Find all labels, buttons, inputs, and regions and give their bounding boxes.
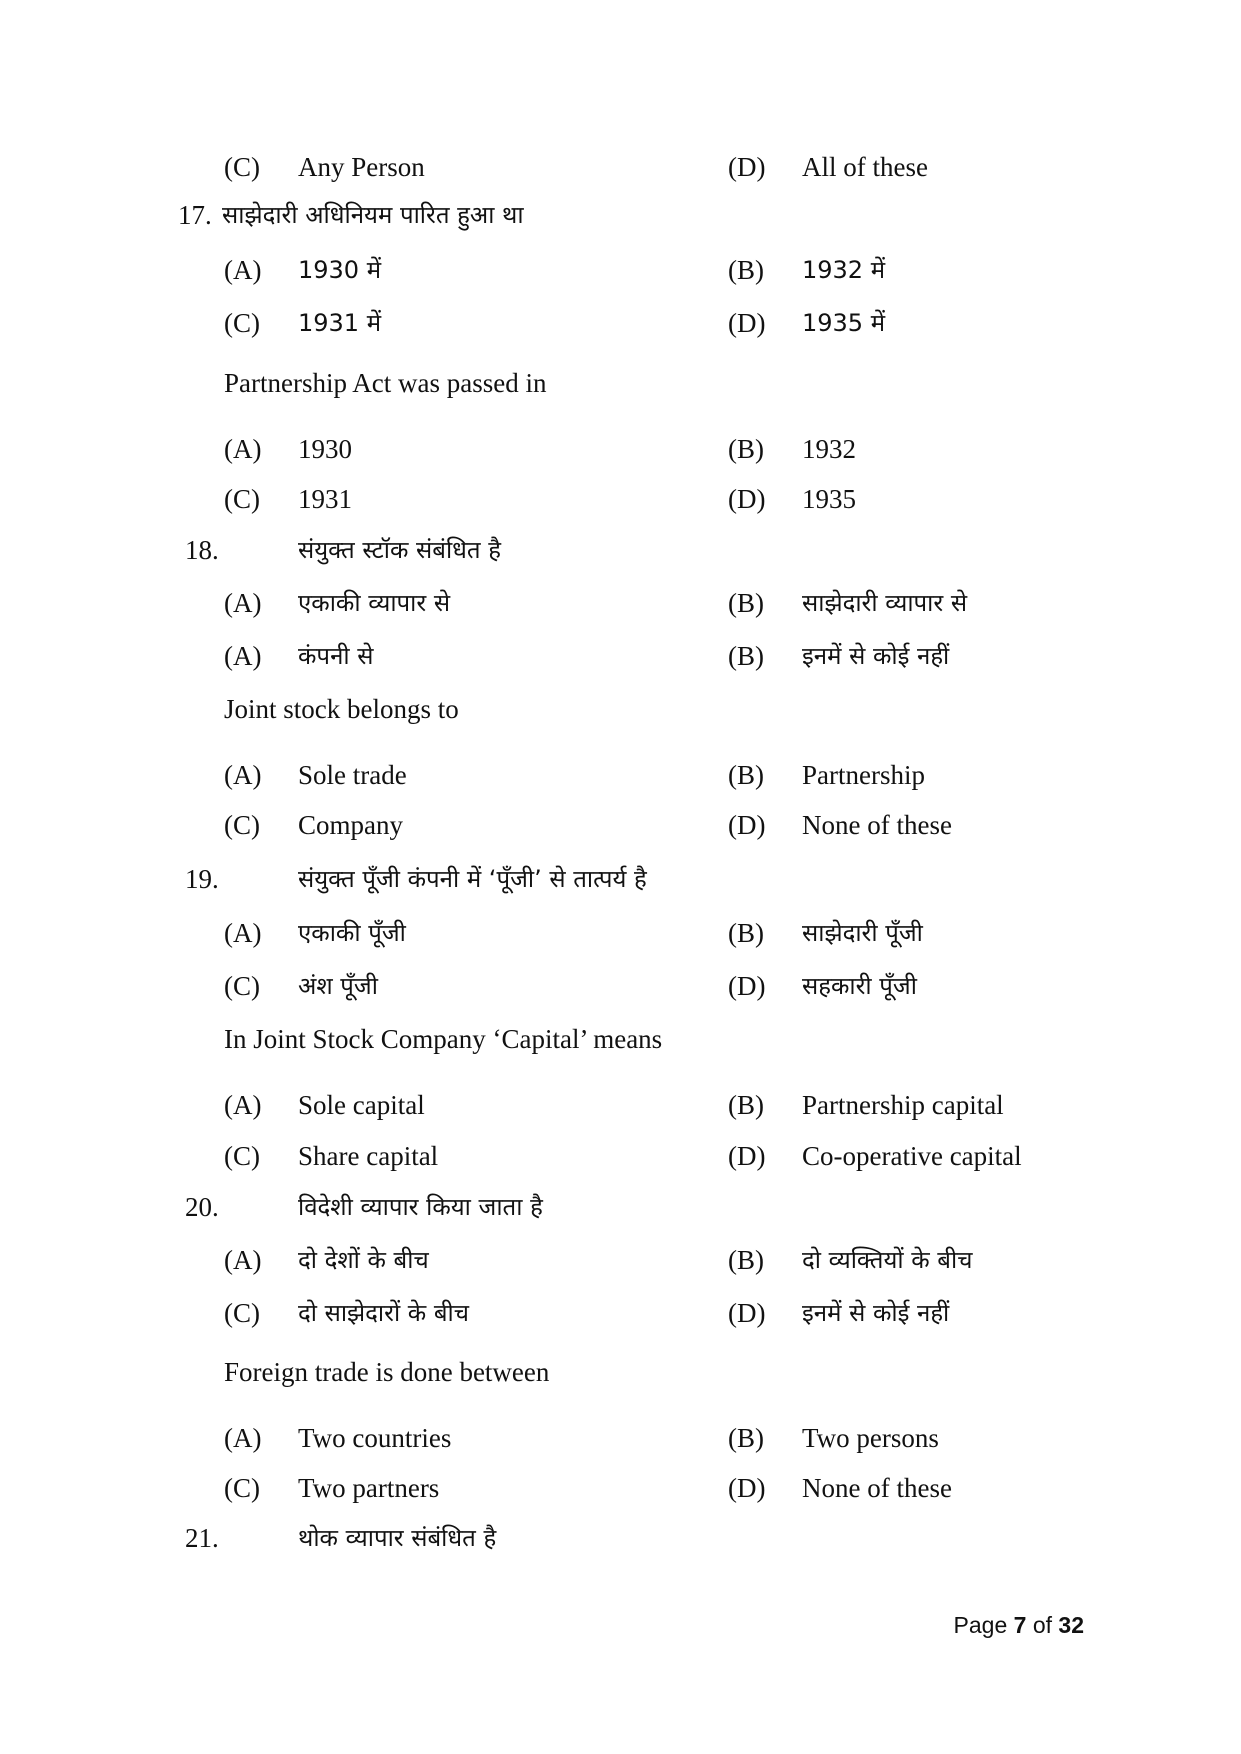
option-label: (D) (728, 971, 766, 1001)
option-text: 1931 (298, 484, 352, 514)
option-text: Company (298, 810, 403, 840)
option-label: (B) (728, 434, 764, 464)
option-text: 1931 में (298, 309, 382, 337)
option-text: Co-operative capital (802, 1141, 1022, 1171)
option-label: (A) (224, 641, 262, 671)
question-number: 19. (185, 864, 219, 894)
option-label: (D) (728, 308, 766, 338)
option-label: (A) (224, 255, 262, 285)
option-text: Partnership capital (802, 1090, 1004, 1120)
option-label: (D) (728, 1141, 766, 1171)
question-text-english: Partnership Act was passed in (224, 368, 547, 398)
option-label: (A) (224, 760, 262, 790)
q18-english-options-row-2 (0, 800, 1241, 850)
page-number (954, 1605, 1084, 1645)
q18-hindi-options-row-1 (0, 578, 1241, 628)
option-label: (C) (224, 308, 260, 338)
question-text-hindi: संयुक्त स्टॉक संबंधित है (298, 536, 501, 564)
option-text: Two countries (298, 1423, 452, 1453)
option-label: (A) (224, 1245, 262, 1275)
question-18-hindi (0, 525, 1241, 575)
q18-hindi-options-row-2 (0, 631, 1241, 681)
q19-english-options-row-1 (0, 1080, 1241, 1130)
option-text: अंश पूँजी (298, 972, 378, 1000)
question-text-hindi: थोक व्यापार संबंधित है (298, 1524, 497, 1552)
question-number: 20. (185, 1192, 219, 1222)
q17-english-options-row-2 (0, 474, 1241, 524)
option-text: दो साझेदारों के बीच (298, 1299, 470, 1327)
question-text-hindi: विदेशी व्यापार किया जाता है (298, 1193, 543, 1221)
option-label: (C) (224, 971, 260, 1001)
option-text: साझेदारी पूँजी (802, 919, 923, 947)
option-label: (C) (224, 1473, 260, 1503)
question-17-english (0, 358, 1241, 408)
option-text: सहकारी पूँजी (802, 972, 917, 1000)
q17-hindi-options-row-2 (0, 298, 1241, 348)
option-label: (A) (224, 1090, 262, 1120)
question-number: 21. (185, 1523, 219, 1553)
option-text: दो देशों के बीच (298, 1246, 429, 1274)
option-label: (B) (728, 760, 764, 790)
q19-english-options-row-2 (0, 1131, 1241, 1181)
option-label: (D) (728, 810, 766, 840)
q20-hindi-options-row-2 (0, 1288, 1241, 1338)
option-label: (C) (224, 152, 260, 182)
option-text: 1935 (802, 484, 856, 514)
q19-hindi-options-row-1 (0, 908, 1241, 958)
question-20-english (0, 1347, 1241, 1397)
option-text: Any Person (298, 152, 425, 182)
option-label: (D) (728, 1473, 766, 1503)
question-text-english: Foreign trade is done between (224, 1357, 550, 1387)
question-text-english: Joint stock belongs to (224, 694, 459, 724)
question-17-hindi (0, 190, 1241, 240)
option-label: (C) (224, 1141, 260, 1171)
question-text-hindi: संयुक्त पूँजी कंपनी में ‘पूँजी’ से तात्पर्य है (298, 865, 647, 893)
q17-hindi-options-row-1 (0, 245, 1241, 295)
option-label: (C) (224, 484, 260, 514)
option-text: 1930 (298, 434, 352, 464)
option-text: इनमें से कोई नहीं (802, 1299, 950, 1327)
question-text-hindi: साझेदारी अधिनियम पारित हुआ था (222, 201, 524, 229)
option-text: Partnership (802, 760, 925, 790)
q20-hindi-options-row-1 (0, 1235, 1241, 1285)
option-label: (B) (728, 588, 764, 618)
option-text: None of these (802, 1473, 952, 1503)
option-label: (B) (728, 641, 764, 671)
page-current: 7 (1013, 1612, 1027, 1638)
option-text: दो व्यक्तियों के बीच (802, 1246, 973, 1274)
question-21-hindi (0, 1513, 1241, 1563)
option-text: Two partners (298, 1473, 440, 1503)
question-20-hindi (0, 1182, 1241, 1232)
option-text: 1932 (802, 434, 856, 464)
option-label: (D) (728, 484, 766, 514)
q20-english-options-row-2 (0, 1463, 1241, 1513)
option-text: Two persons (802, 1423, 939, 1453)
option-label: (C) (224, 810, 260, 840)
question-18-english (0, 684, 1241, 734)
option-text: साझेदारी व्यापार से (802, 589, 968, 617)
option-label: (B) (728, 1423, 764, 1453)
option-label: (A) (224, 434, 262, 464)
option-text: 1935 में (802, 309, 886, 337)
option-text: 1930 में (298, 256, 382, 284)
page-prefix: Page (953, 1612, 1008, 1638)
question-text-english: In Joint Stock Company ‘Capital’ means (224, 1024, 663, 1054)
option-text: एकाकी पूँजी (298, 919, 406, 947)
option-label: (D) (728, 1298, 766, 1328)
option-text: इनमें से कोई नहीं (802, 642, 950, 670)
question-19-english (0, 1014, 1241, 1064)
q18-english-options-row-1 (0, 750, 1241, 800)
carryover-options-row (0, 142, 1241, 192)
option-label: (A) (224, 918, 262, 948)
option-text: 1932 में (802, 256, 886, 284)
option-text: एकाकी व्यापार से (298, 589, 451, 617)
q20-english-options-row-1 (0, 1413, 1241, 1463)
q17-english-options-row-1 (0, 424, 1241, 474)
option-label: (A) (224, 1423, 262, 1453)
option-label: (C) (224, 1298, 260, 1328)
option-text: All of these (802, 152, 928, 182)
option-text: Sole trade (298, 760, 407, 790)
question-19-hindi (0, 854, 1241, 904)
option-label: (A) (224, 588, 262, 618)
page-of: of (1032, 1612, 1053, 1638)
q19-hindi-options-row-2 (0, 961, 1241, 1011)
option-label: (D) (728, 152, 766, 182)
option-label: (B) (728, 1245, 764, 1275)
option-label: (B) (728, 255, 764, 285)
option-text: None of these (802, 810, 952, 840)
page-total: 32 (1058, 1612, 1084, 1638)
option-text: Share capital (298, 1141, 439, 1171)
option-label: (B) (728, 918, 764, 948)
question-number: 18. (185, 535, 219, 565)
option-text: कंपनी से (298, 642, 374, 670)
option-text: Sole capital (298, 1090, 425, 1120)
question-number: 17. (178, 200, 212, 230)
option-label: (B) (728, 1090, 764, 1120)
